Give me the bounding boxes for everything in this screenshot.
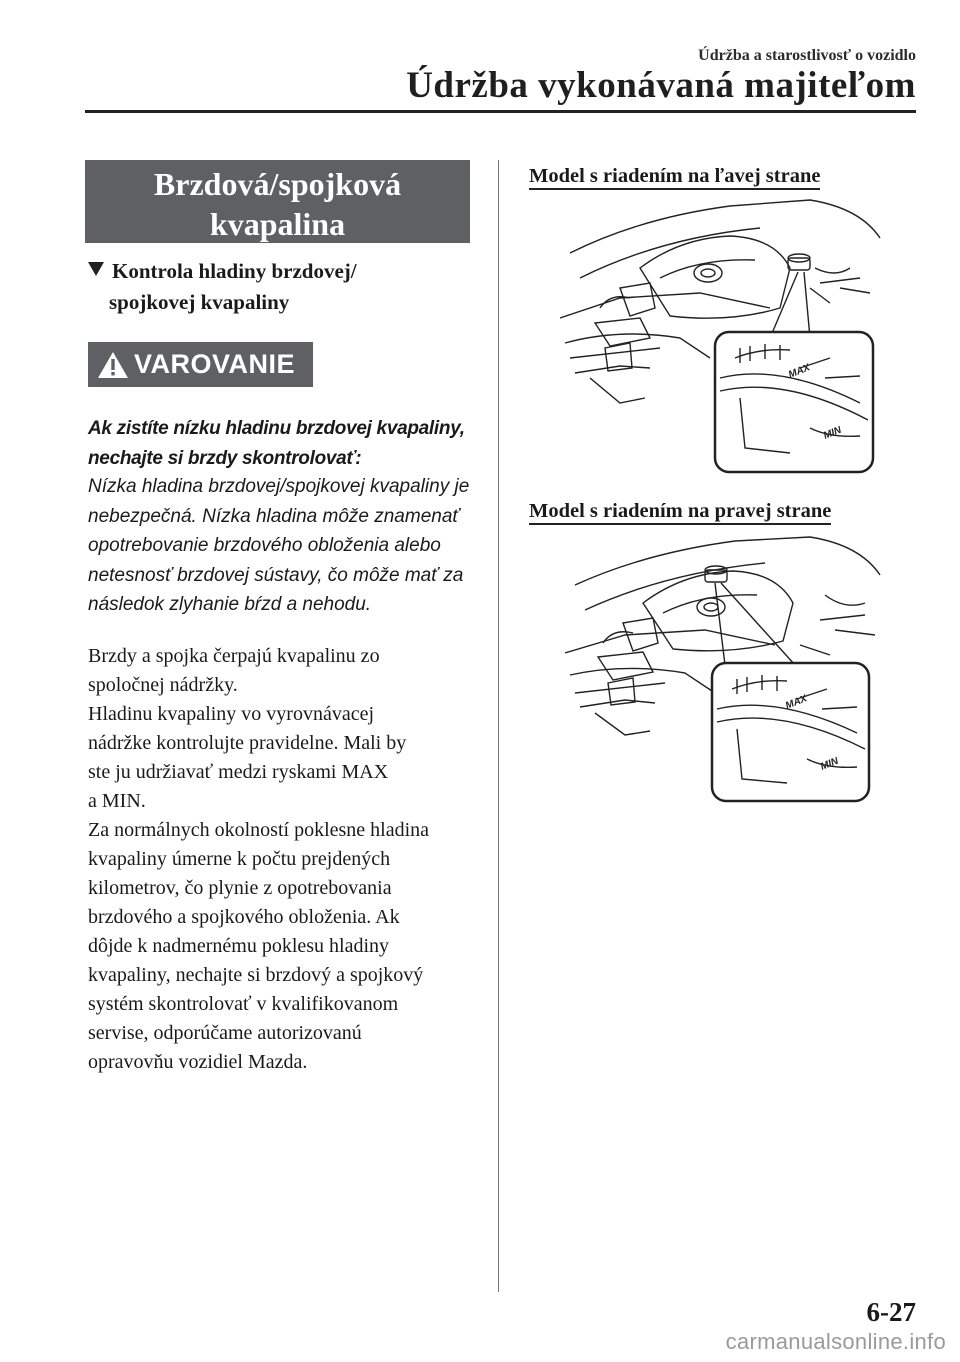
warning-body-text: Nízka hladina brzdovej/spojkovej kvapaliny je nebezpečná. Nízka hladina môže znamenať opotrebovanie brzdového obloženia alebo netesnosť brzdovej sústavy, čo môže mať za následok zlyhanie bŕzd a nehodu.: [88, 476, 470, 615]
page-number: 6-27: [866, 1297, 916, 1327]
warning-label: VAROVANIE: [134, 349, 296, 379]
engine-bay-illustration-lhd: [560, 198, 890, 480]
triangle-bullet-icon: [88, 262, 104, 276]
header-rule: [85, 110, 916, 113]
chapter-title: Údržba a starostlivosť o vozidlo: [698, 47, 916, 64]
warning-bold-text: Ak zistíte nízku hladinu brzdovej kvapaliny, nechajte si brzdy skontrolovať:: [88, 418, 465, 469]
min-mark-label-lhd: MIN: [822, 424, 844, 442]
figure-caption-right-hand-drive: Model s riadením na pravej strane: [529, 500, 831, 525]
section-title-line1: Brzdová/spojková: [153, 166, 402, 202]
engine-bay-illustration-rhd: [565, 535, 885, 807]
watermark-text: carmanualsonline.info: [725, 1329, 946, 1354]
min-mark-label-rhd: MIN: [819, 755, 841, 773]
section-title-box: [85, 160, 470, 243]
subheading-line2: spojkovej kvapaliny: [109, 290, 290, 314]
subheading: [88, 256, 478, 318]
subheading-line1: Kontrola hladiny brzdovej/: [112, 259, 357, 283]
max-mark-label-lhd: MAX: [787, 362, 812, 381]
warning-banner: [88, 342, 313, 387]
figure-caption-left-hand-drive: Model s riadením na ľavej strane: [529, 165, 820, 190]
column-divider: [498, 160, 499, 1292]
warning-triangle-icon: [96, 350, 130, 380]
section-title-line2: kvapalina: [209, 206, 346, 242]
body-paragraph: Brzdy a spojka čerpajú kvapalinu zo spoločnej nádržky. Hladinu kvapaliny vo vyrovnávacej nádržke kontrolujte pravidelne. Mali by ste ju udržiavať medzi ryskami MAX a MIN. Za normálnych okolností poklesne hladina kvapaliny úmerne k počtu prejdených kilometrov, čo plynie z opotrebovania brzdového a spojkového obloženia. Ak dôjde k nadmernému poklesu hladiny kvapaliny, nechajte si brzdový a spojkový systém skontrolovať v kvalifikovanom servise, odporúčame autorizovanú opravovňu vozidiel Mazda.: [88, 645, 430, 1073]
max-mark-label-rhd: MAX: [784, 693, 809, 712]
page-title: Údržba vykonávaná majiteľom: [406, 65, 916, 106]
